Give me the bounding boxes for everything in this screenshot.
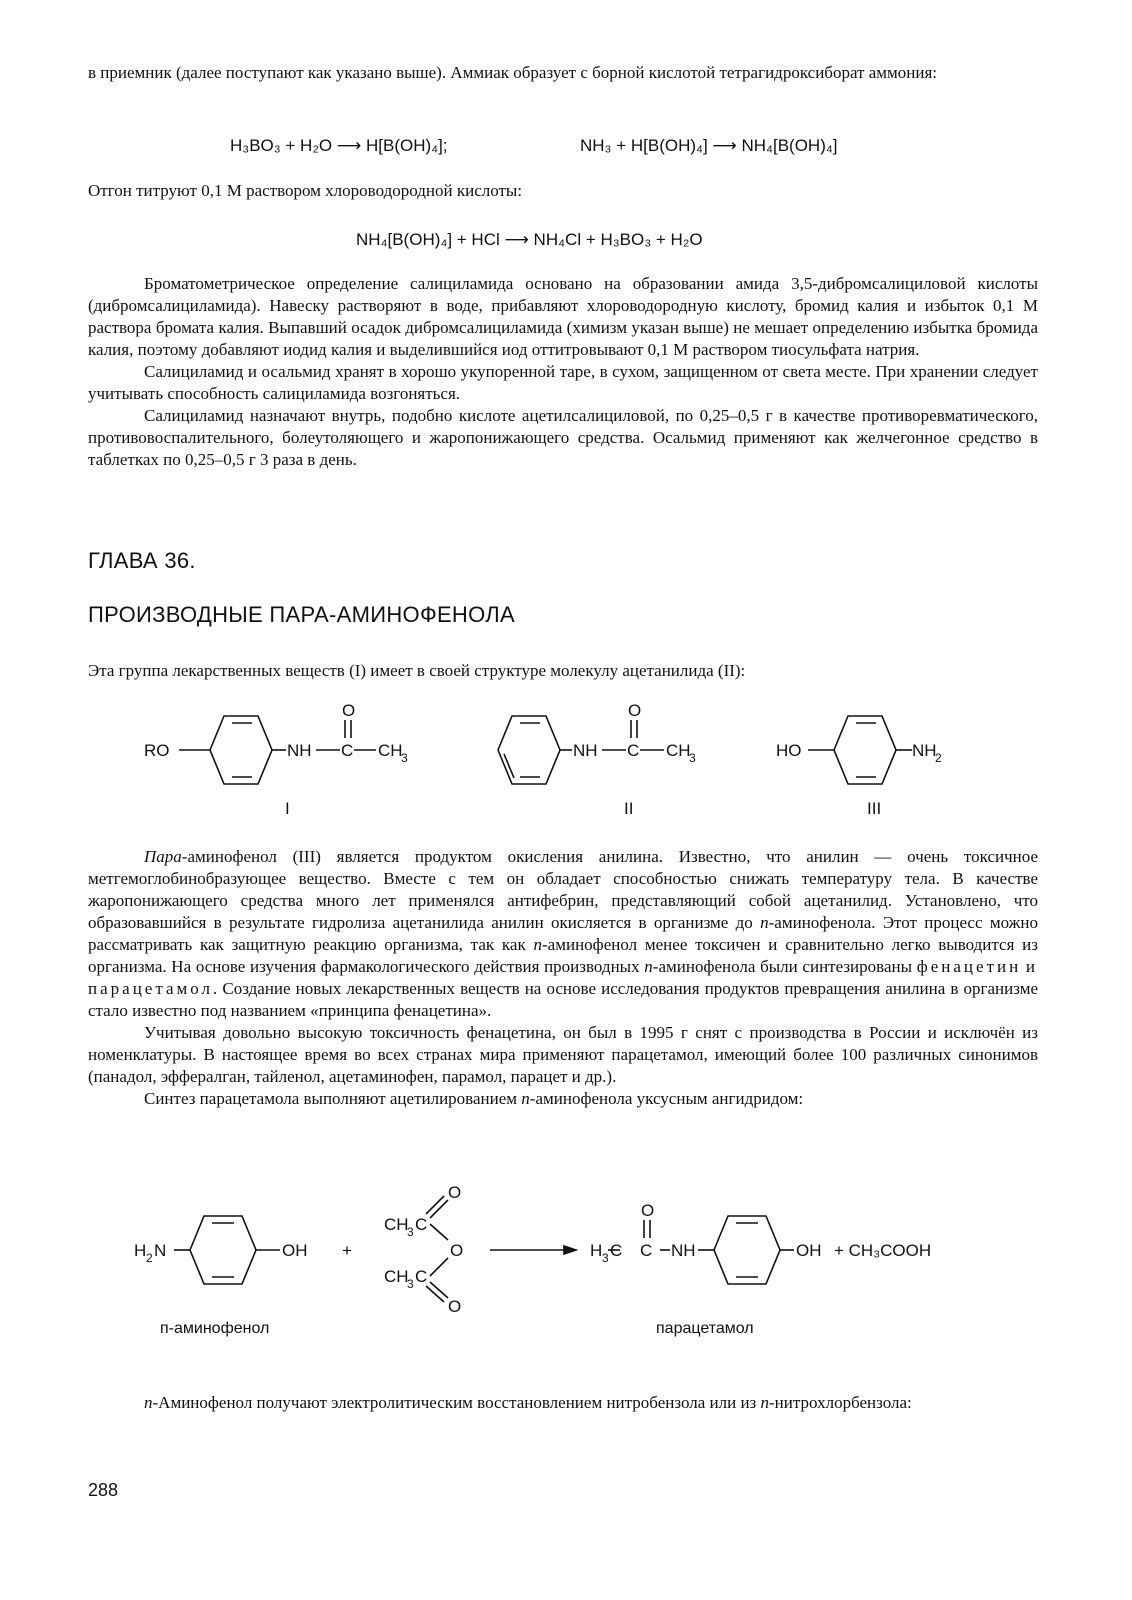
paragraph-7-part-e: . Создание новых лекарственных веществ на основе исследования продуктов превращения анилина в организме стало известно под названием «принципа фенацетина».: [88, 979, 1038, 1020]
carbonyl-c-1: C: [341, 741, 354, 760]
italic-n-3: п: [644, 957, 653, 976]
equation-titration: NH₄[B(OH)₄] + HCl ⟶ NH₄Cl + H₃BO₃ + H₂O: [356, 230, 703, 249]
carbonyl-c-2: C: [627, 741, 640, 760]
paragraph-9: [88, 1088, 1038, 1110]
h2n-sub: 2: [146, 1251, 153, 1265]
page-body: [88, 62, 1038, 84]
aminophenol-oh: OH: [282, 1241, 308, 1260]
anhydride-ch3-bottom: CH: [384, 1267, 409, 1286]
page-number: 288: [88, 1480, 119, 1500]
plus-sign: +: [342, 1241, 352, 1260]
paragraph-7-part-b: аминофенола. Этот процесс можно рассматривать как защитную реакцию организма, так как: [88, 913, 1038, 954]
paracetamol-ring: [714, 1216, 780, 1284]
h2n-n: N: [154, 1241, 167, 1260]
label-aminophenol: п-аминофенол: [160, 1320, 270, 1337]
equation-ammonia: NH₃ + H[B(OH)₄] ⟶ NH₄[B(OH)₄]: [580, 136, 838, 155]
paragraph-10: [88, 1392, 1038, 1414]
paracetamol-nh: NH: [671, 1241, 696, 1260]
nh-group-1: NH: [287, 741, 312, 760]
amine-3: NH: [912, 741, 937, 760]
oxygen-1: O: [342, 701, 356, 720]
ro-group: RO: [144, 741, 170, 760]
reaction-scheme: [130, 1178, 1000, 1348]
paragraph-7: Пара-аминофенол (III) является продуктом окисления анилина. Известно, что анилин — очень токсичное метгемоглобинобразующее вещество. Вместе с тем он обладает способностью снижать температуру тела. В качестве жаропонижающего средства много лет применялся антифебрин, представляющий собой ацетанилид. Установлено, что образовавшийся в результате гидролиза ацетанилида анилин окисляется в организме до п-аминофенола. Этот процесс можно рассматривать как защитную реакцию организма, так как п-аминофенол менее токсичен и сравнительно легко выводится из организма. На основе изучения фармакологического действия производных п-аминофенола были синтезированы фенацетин и парацетамол. Создание новых лекарственных веществ на основе исследования продуктов превращения анилина в организме стало известно под названием «принципа фенацетина».: [88, 847, 1038, 1020]
paragraph-1: в приемник (далее поступают как указано выше). Аммиак образует с борной кислотой тетрагидроксиборат аммония:: [88, 63, 938, 82]
benzene-ring-1: [210, 716, 272, 784]
paragraph-7-part-c: -аминофенол менее токсичен и сравнительно легко выводится из организма. На основе изучения фармакологического действия производных: [88, 935, 1038, 976]
term-and: и: [1025, 957, 1038, 976]
paragraph-10-part-c: -нитрохлорбензола:: [769, 1393, 912, 1412]
paracetamol-o: O: [641, 1201, 655, 1220]
amine-sub-3: 2: [935, 751, 942, 765]
label-paracetamol: парацетамол: [656, 1320, 754, 1337]
italic-n-4: п: [521, 1089, 530, 1108]
anhydride-o-bottom: O: [448, 1297, 462, 1316]
hydroxyl-3: HO: [776, 741, 802, 760]
paragraph-7-part-d: -аминофенола были синтезированы: [652, 957, 913, 976]
benzene-ring-3: [834, 716, 896, 784]
paragraph-9-part-a: Синтез парацетамола выполняют ацетилированием: [144, 1089, 518, 1108]
italic-n-2: п: [533, 935, 543, 954]
oxygen-2: O: [628, 701, 642, 720]
anhydride-sub-top: 3: [407, 1225, 414, 1239]
paracetamol-c1: C: [610, 1241, 623, 1260]
paragraph-5: Салициламид назначают внутрь, подобно кислоте ацетилсалициловой, по 0,25–0,5 г в качестве противоревматического, противовоспалительного, болеутоляющего и жаропонижающего средства. Осальмид применяют как желчегонное средство в таблетках по 0,25–0,5 г 3 раза в день.: [88, 406, 1038, 469]
label-structure-1: I: [285, 799, 290, 818]
paracetamol-c2: C: [640, 1241, 653, 1260]
italic-n-6: п: [760, 1393, 770, 1412]
paragraph-3: Броматометрическое определение салициламида основано на образовании амида 3,5-дибромсалициловой кислоты (дибромсалициламида). Навеску растворяют в воде, прибавляют хлороводородную кислоту, бромид калия и избыток 0,1 М раствора бромата калия. Выпавший осадок дибромсалициламида (химизм указан выше) не мешает определению избытка бромида калия, поэтому добавляют иодид калия и выделившийся иод оттитровывают 0,1 М раствором тиосульфата натрия.: [88, 274, 1038, 359]
methyl-sub-2: 3: [689, 751, 696, 765]
paracetamol-oh: OH: [796, 1241, 822, 1260]
anhydride-c-bottom: C: [415, 1267, 428, 1286]
label-structure-2: II: [624, 799, 634, 818]
italic-para: Пара: [144, 847, 182, 866]
equation-boric-acid: H₃BO₃ + H₂O ⟶ H[B(OH)₄];: [230, 136, 448, 155]
paracetamol-h: H: [590, 1241, 603, 1260]
anhydride-o-top: O: [448, 1183, 462, 1202]
h2n-h: H: [134, 1241, 147, 1260]
anhydride-o-bridge: O: [450, 1241, 464, 1260]
anhydride-sub-bottom: 3: [407, 1277, 414, 1291]
paragraph-10-part-b: -Аминофенол получают электролитическим восстановлением нитробензола или из: [152, 1393, 757, 1412]
italic-n-5: п: [144, 1393, 153, 1412]
label-structure-3: III: [867, 799, 882, 818]
aminophenol-ring: [190, 1216, 256, 1284]
paragraph-2: Отгон титруют 0,1 М раствором хлороводородной кислоты:: [88, 181, 523, 200]
paragraph-6: Эта группа лекарственных веществ (I) имеет в своей структуре молекулу ацетанилида (II):: [88, 661, 746, 680]
benzene-ring-2: [498, 716, 560, 784]
term-paracetamol: парацетамол: [88, 979, 214, 998]
methyl-sub-1: 3: [401, 751, 408, 765]
chapter-title: ПРОИЗВОДНЫЕ ПАРА-АМИНОФЕНОЛА: [88, 602, 516, 627]
anhydride-c-top: C: [415, 1215, 428, 1234]
paragraph-9-part-b: -аминофенола уксусным ангидридом:: [529, 1089, 804, 1108]
anhydride-ch3-top: CH: [384, 1215, 409, 1234]
chapter-number: ГЛАВА 36.: [88, 548, 196, 573]
italic-n-1: п: [760, 913, 769, 932]
methyl-2: CH: [666, 741, 691, 760]
term-fenacetin: фенацетин: [916, 957, 1022, 976]
structures-figure: [140, 698, 940, 828]
methyl-1: CH: [378, 741, 403, 760]
byproduct: + CH₃COOH: [834, 1241, 932, 1260]
paracetamol-h-sub: 3: [602, 1251, 609, 1265]
paragraph-4: Салициламид и осальмид хранят в хорошо укупоренной таре, в сухом, защищенном от света месте. При хранении следует учитывать способность салициламида возгоняться.: [88, 362, 1038, 403]
paragraph-8: Учитывая довольно высокую токсичность фенацетина, он был в 1995 г снят с производства в России и исключён из номенклатуры. В настоящее время во всех странах мира применяют парацетамол, имеющий более 100 различных синонимов (панадол, эффералган, тайленол, ацетаминофен, парамол, парацет и др.).: [88, 1023, 1038, 1086]
paragraph-7-part-a: -аминофенол (III) является продуктом окисления анилина. Известно, что анилин — очень токсичное метгемоглобинобразующее вещество. Вместе с тем он обладает способностью снижать температуру тела. В качестве жаропонижающего средства много лет применялся антифебрин, представляющий собой ацетанилид. Установлено, что образовавшийся в результате гидролиза ацетанилида анилин окисляется в организме до: [88, 847, 1038, 932]
nh-group-2: NH: [573, 741, 598, 760]
